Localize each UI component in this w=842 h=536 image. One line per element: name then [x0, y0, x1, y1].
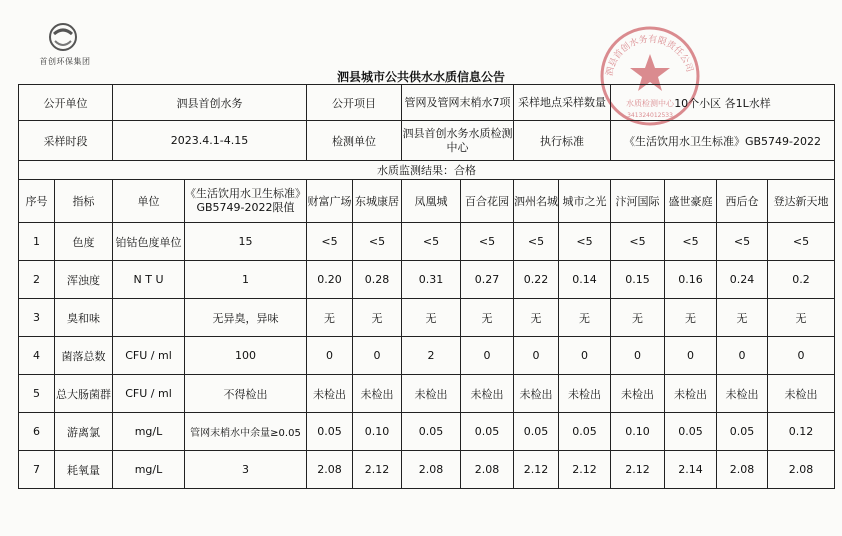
row-value: 2.08 — [307, 451, 353, 489]
row-value: 未检出 — [665, 375, 717, 413]
row-value: 0.10 — [353, 413, 402, 451]
col-site: 汴河国际 — [611, 180, 665, 223]
table-row — [19, 413, 835, 451]
row-value: 2.12 — [514, 451, 559, 489]
row-value: 无 — [353, 299, 402, 337]
row-value: 0 — [768, 337, 835, 375]
row-value: 未检出 — [717, 375, 768, 413]
period-label: 采样时段 — [19, 121, 113, 161]
unit-label: 公开单位 — [19, 85, 113, 121]
row-value: <5 — [307, 223, 353, 261]
row-unit: 铂钴色度单位 — [113, 223, 185, 261]
row-value: 无 — [559, 299, 611, 337]
standard-label: 执行标准 — [514, 121, 611, 161]
row-unit: CFU / ml — [113, 337, 185, 375]
data-rows — [19, 223, 835, 489]
row-unit: mg/L — [113, 451, 185, 489]
row-value: 0.20 — [307, 261, 353, 299]
row-seq: 2 — [19, 261, 55, 299]
row-limit: 15 — [185, 223, 307, 261]
row-value: 未检出 — [768, 375, 835, 413]
sample-label: 采样地点采样数量 — [514, 85, 611, 121]
row-value: 无 — [514, 299, 559, 337]
col-site: 西后仓 — [717, 180, 768, 223]
row-seq: 6 — [19, 413, 55, 451]
col-unit: 单位 — [113, 180, 185, 223]
col-site: 盛世豪庭 — [665, 180, 717, 223]
row-unit: CFU / ml — [113, 375, 185, 413]
row-unit: N T U — [113, 261, 185, 299]
table-row — [19, 299, 835, 337]
shouchuang-logo-icon — [48, 22, 78, 52]
row-value: 0.27 — [461, 261, 514, 299]
row-value: 未检出 — [307, 375, 353, 413]
row-value: <5 — [461, 223, 514, 261]
row-limit: 不得检出 — [185, 375, 307, 413]
row-value: 0.05 — [514, 413, 559, 451]
row-value: 未检出 — [461, 375, 514, 413]
col-limit: 《生活饮用水卫生标准》GB5749-2022限值 — [185, 180, 307, 223]
page-title: 泗县城市公共供水水质信息公告 — [336, 70, 505, 84]
row-value: 0.15 — [611, 261, 665, 299]
row-value: 0.05 — [402, 413, 461, 451]
row-value: 0 — [514, 337, 559, 375]
row-limit: 无异臭，异味 — [185, 299, 307, 337]
row-indicator: 菌落总数 — [55, 337, 113, 375]
sample-value: 10个小区 各1L水样 — [611, 85, 835, 121]
col-site: 百合花园 — [461, 180, 514, 223]
row-value: 2 — [402, 337, 461, 375]
row-value: 0.22 — [514, 261, 559, 299]
check-label: 检测单位 — [307, 121, 402, 161]
row-value: 2.08 — [402, 451, 461, 489]
row-value: 0.16 — [665, 261, 717, 299]
table-row — [19, 337, 835, 375]
row-value: 0.24 — [717, 261, 768, 299]
row-unit: mg/L — [113, 413, 185, 451]
row-value: 0.05 — [559, 413, 611, 451]
row-value: <5 — [665, 223, 717, 261]
row-value: 0.14 — [559, 261, 611, 299]
col-seq: 序号 — [19, 180, 55, 223]
row-value: 2.12 — [353, 451, 402, 489]
row-value: 无 — [461, 299, 514, 337]
col-site: 凤凰城 — [402, 180, 461, 223]
period-value: 2023.4.1-4.15 — [113, 121, 307, 161]
row-value: 0 — [353, 337, 402, 375]
header-row-1 — [19, 85, 835, 121]
table-row — [19, 451, 835, 489]
item-value: 管网及管网末梢水7项 — [402, 85, 514, 121]
column-header-row — [19, 180, 835, 223]
row-seq: 7 — [19, 451, 55, 489]
row-indicator: 浑浊度 — [55, 261, 113, 299]
row-value: 未检出 — [402, 375, 461, 413]
row-value: <5 — [717, 223, 768, 261]
row-value: 0.05 — [461, 413, 514, 451]
row-value: 无 — [665, 299, 717, 337]
row-value: 2.14 — [665, 451, 717, 489]
row-value: 0 — [665, 337, 717, 375]
row-indicator: 游离氯 — [55, 413, 113, 451]
row-limit: 1 — [185, 261, 307, 299]
row-value: 无 — [307, 299, 353, 337]
row-value: 未检出 — [611, 375, 665, 413]
logo-text: 首创环保集团 — [39, 57, 91, 66]
row-value: 0.10 — [611, 413, 665, 451]
col-site: 登达新天地 — [768, 180, 835, 223]
row-value: 未检出 — [559, 375, 611, 413]
row-value: 0 — [611, 337, 665, 375]
col-site: 城市之光 — [559, 180, 611, 223]
row-value: 无 — [611, 299, 665, 337]
company-logo — [30, 22, 100, 70]
row-value: 0 — [307, 337, 353, 375]
result-row — [19, 161, 835, 180]
row-value: 2.08 — [768, 451, 835, 489]
seal-text: 泗县首创水务有限责任公司 — [605, 34, 695, 78]
table-row — [19, 223, 835, 261]
row-seq: 4 — [19, 337, 55, 375]
standard-value: 《生活饮用水卫生标准》GB5749-2022 — [611, 121, 835, 161]
row-seq: 3 — [19, 299, 55, 337]
check-value: 泗县首创水务水质检测中心 — [402, 121, 514, 161]
result-text: 水质监测结果：合格 — [19, 161, 835, 180]
row-value: 无 — [768, 299, 835, 337]
row-unit — [113, 299, 185, 337]
row-indicator: 色度 — [55, 223, 113, 261]
row-value: 无 — [717, 299, 768, 337]
col-site: 财富广场 — [307, 180, 353, 223]
row-value: <5 — [402, 223, 461, 261]
row-value: 2.12 — [559, 451, 611, 489]
row-seq: 1 — [19, 223, 55, 261]
row-indicator: 臭和味 — [55, 299, 113, 337]
row-value: 无 — [402, 299, 461, 337]
row-value: 2.08 — [461, 451, 514, 489]
row-value: 2.12 — [611, 451, 665, 489]
col-indicator: 指标 — [55, 180, 113, 223]
header-row-2 — [19, 121, 835, 161]
row-value: 未检出 — [353, 375, 402, 413]
unit-value: 泗县首创水务 — [113, 85, 307, 121]
col-site: 泗州名城 — [514, 180, 559, 223]
item-label: 公开项目 — [307, 85, 402, 121]
row-value: 0.05 — [665, 413, 717, 451]
row-value: 0.05 — [307, 413, 353, 451]
row-indicator: 总大肠菌群 — [55, 375, 113, 413]
table-row — [19, 261, 835, 299]
row-value: <5 — [559, 223, 611, 261]
row-value: 2.08 — [717, 451, 768, 489]
row-seq: 5 — [19, 375, 55, 413]
row-value: <5 — [514, 223, 559, 261]
row-value: 0.28 — [353, 261, 402, 299]
water-quality-table — [18, 84, 835, 489]
seal-sub: 水质检测中心 — [626, 99, 674, 108]
table-row — [19, 375, 835, 413]
row-value: 0.31 — [402, 261, 461, 299]
row-limit: 3 — [185, 451, 307, 489]
row-value: <5 — [353, 223, 402, 261]
row-value: 0 — [559, 337, 611, 375]
seal-code: 341324012533 — [627, 112, 673, 119]
row-value: 0 — [717, 337, 768, 375]
row-value: 未检出 — [514, 375, 559, 413]
row-limit: 100 — [185, 337, 307, 375]
row-value: 0.2 — [768, 261, 835, 299]
row-value: <5 — [611, 223, 665, 261]
row-value: <5 — [768, 223, 835, 261]
row-value: 0.12 — [768, 413, 835, 451]
col-site: 东城康居 — [353, 180, 402, 223]
row-value: 0 — [461, 337, 514, 375]
row-limit: 管网末梢水中余量≥0.05 — [185, 413, 307, 451]
row-indicator: 耗氧量 — [55, 451, 113, 489]
row-value: 0.05 — [717, 413, 768, 451]
